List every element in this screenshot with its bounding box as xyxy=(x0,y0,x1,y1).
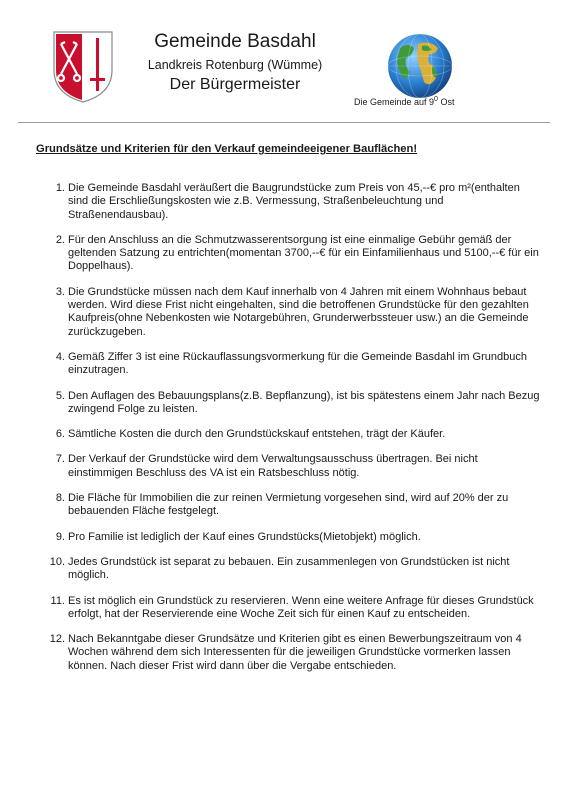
criteria-number: 2. xyxy=(55,233,65,246)
criteria-text: Die Grundstücke müssen nach dem Kauf innerhalb von 4 Jahren mit einem Wohnhaus bebaut werden. Wird diese Frist nicht eingehalten, sind die betroffenen Grundstücke für den gezahlten Kaufpreis(ohne Nebenkosten wie Notargebühren, Grunderwerbssteuer usw.) an die Gemeinde zurückzugeben. xyxy=(68,285,529,338)
criteria-text: Die Gemeinde Basdahl veräußert die Baugrundstücke zum Preis von 45,--€ pro m²(enthalten sind die Erschließungskosten wie z.B. Vermessung, Straßenbeleuchtung und Straßenendausbau). xyxy=(68,182,520,221)
criteria-item xyxy=(40,234,540,274)
criteria-number: 11. xyxy=(50,594,65,607)
tagline-text: Die Gemeinde auf 9 xyxy=(354,97,435,107)
criteria-number: 4. xyxy=(55,350,65,363)
coat-of-arms-icon xyxy=(52,30,114,104)
criteria-item xyxy=(40,556,540,583)
criteria-text: Die Fläche für Immobilien die zur reinen Vermietung vorgesehen sind, wird auf 20% der zu bebauenden Fläche festgelegt. xyxy=(68,492,509,518)
criteria-item xyxy=(40,595,540,622)
criteria-number: 10. xyxy=(49,555,65,568)
role-title: Der Bürgermeister xyxy=(169,76,301,93)
criteria-list xyxy=(40,182,540,685)
criteria-number: 3. xyxy=(55,285,65,298)
criteria-text: Jedes Grundstück ist separat zu bebauen. Ein zusammenlegen von Grundstücken ist nicht möglich. xyxy=(68,555,510,582)
criteria-number: 12. xyxy=(49,633,65,646)
criteria-text: Der Verkauf der Grundstücke wird dem Verwaltungsausschuss übertragen. Bei nicht einstimmigen Beschluss des VA ist ein Ratsbeschluss nötig. xyxy=(68,453,478,479)
criteria-item xyxy=(40,492,540,519)
tagline-degree: 0 xyxy=(434,96,438,103)
tagline xyxy=(354,96,454,107)
header-divider xyxy=(18,122,550,123)
globe-icon xyxy=(386,32,454,100)
criteria-number: 1. xyxy=(55,182,65,194)
criteria-item xyxy=(40,182,540,222)
document-title: Grundsätze und Kriterien für den Verkauf gemeindeeigener Bauflächen! xyxy=(36,143,418,155)
criteria-item xyxy=(40,351,540,378)
tagline-suffix: Ost xyxy=(437,97,455,107)
criteria-text: Es ist möglich ein Grundstück zu reservieren. Wenn eine weitere Anfrage für dieses Grundstück erfolgt, hat der Reservierende eine Woche Zeit sich für einen Kauf zu entscheiden. xyxy=(68,594,534,620)
criteria-text: Nach Bekanntgabe dieser Grundsätze und Kriterien gibt es einen Bewerbungszeitraum von 4 Wochen während dem sich Interessenten für die jeweiligen Grundstücke vormerken lassen können. Nach dieser Frist wird dann über die Vergabe entschieden. xyxy=(68,633,522,672)
criteria-item xyxy=(40,531,540,544)
criteria-text: Den Auflagen des Bebauungsplans(z.B. Bepflanzung), ist bis spätestens einem Jahr nach Bezug zwingend Folge zu leisten. xyxy=(68,389,540,415)
criteria-item xyxy=(40,390,540,417)
municipality-name: Gemeinde Basdahl xyxy=(154,31,316,52)
criteria-text: Gemäß Ziffer 3 ist eine Rückauflassungsvormerkung für die Gemeinde Basdahl im Grundbuch einzutragen. xyxy=(68,350,527,377)
criteria-text: Pro Familie ist lediglich der Kauf eines Grundstücks(Mietobjekt) möglich. xyxy=(68,530,421,543)
criteria-item xyxy=(40,633,540,673)
letterhead xyxy=(120,30,350,95)
criteria-item xyxy=(40,428,540,441)
criteria-text: Für den Anschluss an die Schmutzwasserentsorgung ist eine einmalige Gebühr gemäß der geltenden Satzung zu entrichten(momentan 3700,--€ für ein Einfamilienhaus und 5100,--€ für ein Doppelhaus). xyxy=(68,233,539,273)
criteria-item xyxy=(40,286,540,339)
district-name: Landkreis Rotenburg (Wümme) xyxy=(147,58,323,72)
criteria-number: 5. xyxy=(55,389,65,402)
criteria-number: 6. xyxy=(55,428,65,441)
criteria-number: 7. xyxy=(55,453,65,466)
criteria-number: 8. xyxy=(55,492,65,505)
criteria-number: 9. xyxy=(55,530,65,543)
criteria-text: Sämtliche Kosten die durch den Grundstückskauf entstehen, trägt der Käufer. xyxy=(68,428,446,441)
criteria-item xyxy=(40,453,540,480)
